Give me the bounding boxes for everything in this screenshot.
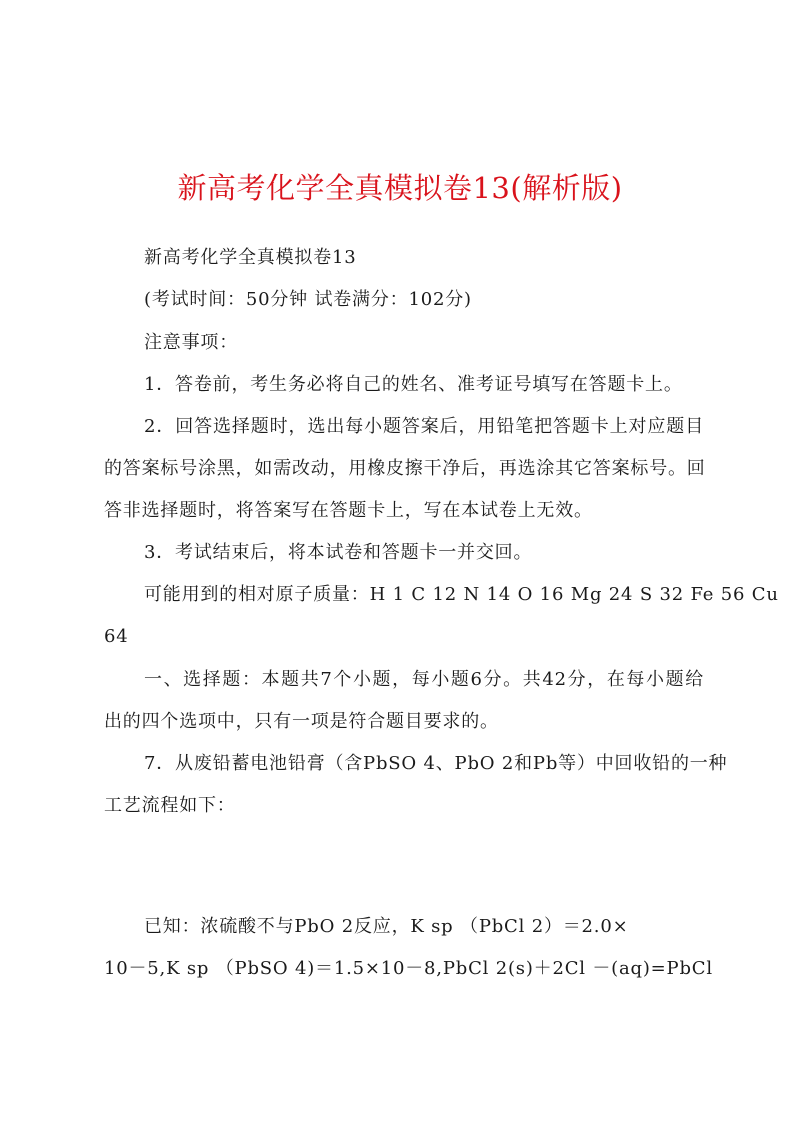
known-conditions-line-1: 已知：浓硫酸不与PbO 2反应，K sp （PbCl 2）＝2.0× [144, 916, 629, 937]
question-7-line-1: 7．从废铅蓄电池铅膏（含PbSO 4、PbO 2和Pb等）中回收铅的一种 [144, 753, 728, 774]
notes-heading: 注意事项： [144, 332, 238, 353]
note-2-line-2: 的答案标号涂黑，如需改动，用橡皮擦干净后，再选涂其它答案标号。回 [104, 458, 706, 479]
question-7-line-2: 工艺流程如下： [104, 795, 236, 816]
atomic-mass-line-2: 64 [104, 626, 129, 647]
document-title: 新高考化学全真模拟卷13(解析版) [177, 171, 623, 205]
subtitle-line: 新高考化学全真模拟卷13 [144, 247, 357, 268]
known-conditions-line-2: 10－5,K sp （PbSO 4)＝1.5×10－8,PbCl 2(s)＋2Cl －(aq)=PbCl [104, 958, 713, 979]
note-2-line-3: 答非选择题时，将答案写在答题卡上，写在本试卷上无效。 [104, 500, 593, 521]
section-heading-line-2: 出的四个选项中，只有一项是符合题目要求的。 [104, 711, 499, 732]
note-2-line-1: 2．回答选择题时，选出每小题答案后，用铅笔把答题卡上对应题目 [144, 416, 704, 437]
note-1-line: 1．答卷前，考生务必将自己的姓名、准考证号填写在答题卡上。 [144, 374, 683, 395]
atomic-mass-line-1: 可能用到的相对原子质量：H 1 C 12 N 14 O 16 Mg 24 S 32 Fe 56 Cu [144, 584, 779, 605]
exam-info-line: (考试时间：50分钟 试卷满分：102分) [144, 289, 472, 310]
note-3-line: 3．考试结束后，将本试卷和答题卡一并交回。 [144, 542, 533, 563]
process-flow-figure-placeholder [104, 830, 704, 890]
section-heading-line-1: 一、选择题：本题共7个小题，每小题6分。共42分，在每小题给 [144, 669, 704, 690]
